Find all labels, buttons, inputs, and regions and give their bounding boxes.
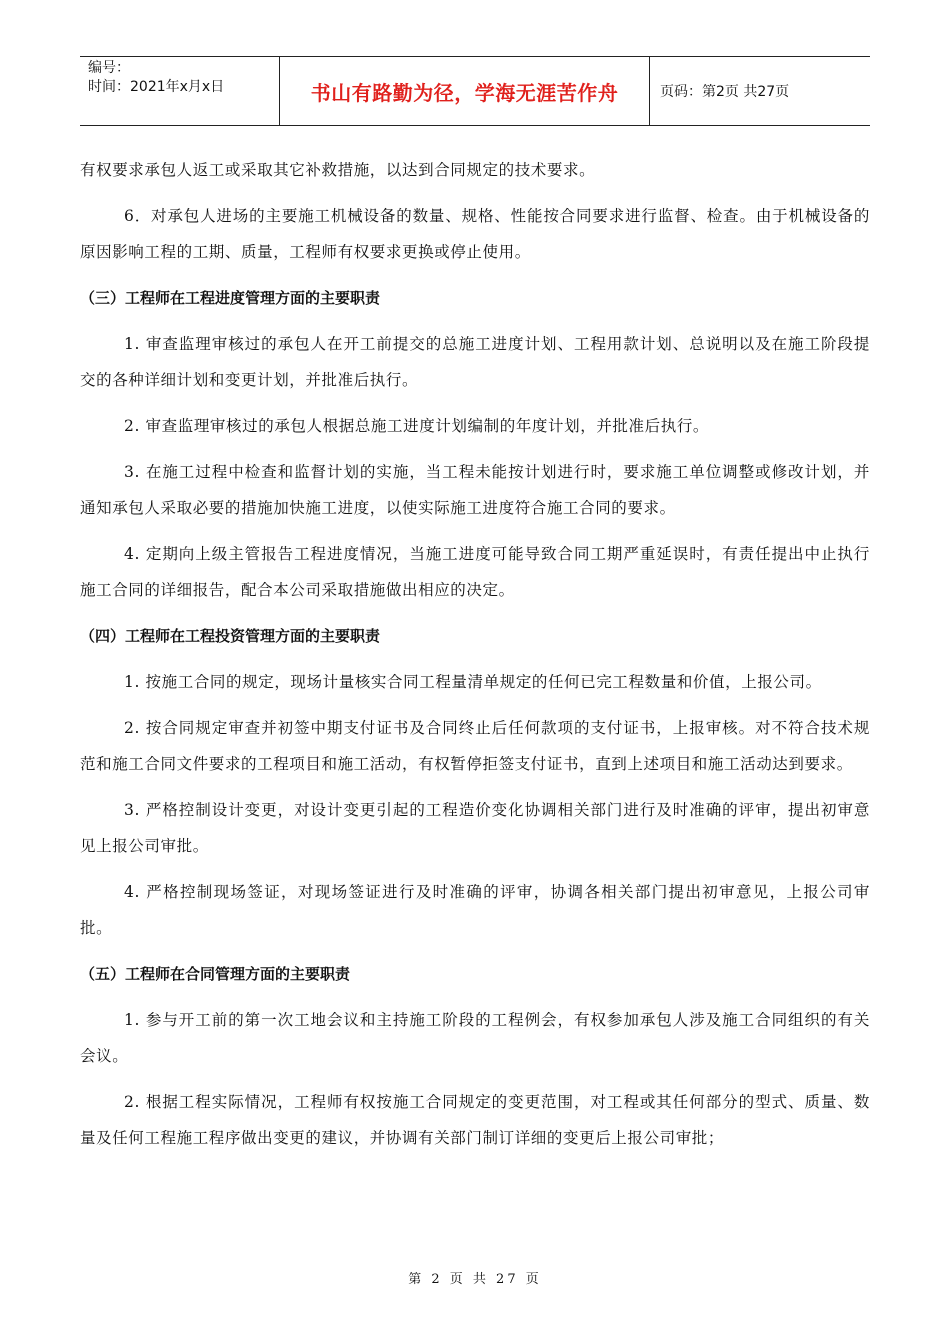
body-paragraph: 2. 审查监理审核过的承包人根据总施工进度计划编制的年度计划，并批准后执行。 (124, 417, 710, 435)
section-heading: （五）工程师在合同管理方面的主要职责 (80, 965, 351, 983)
body-paragraph: 6．对承包人进场的主要施工机械设备的数量、规格、性能按合同要求进行监督、检查。由于机械设备的原因影响工程的工期、质量，工程师有权要求更换或停止使用。 (80, 207, 870, 261)
section-heading: （三）工程师在工程进度管理方面的主要职责 (80, 289, 381, 307)
body-paragraph: 3. 严格控制设计变更，对设计变更引起的工程造价变化协调相关部门进行及时准确的评审，提出初审意见上报公司审批。 (80, 801, 870, 855)
body-paragraph: 4. 严格控制现场签证，对现场签证进行及时准确的评审，协调各相关部门提出初审意见，上报公司审批。 (80, 883, 870, 937)
document-number-label: 编号： (88, 60, 130, 76)
body-paragraph: 2. 按合同规定审查并初签中期支付证书及合同终止后任何款项的支付证书，上报审核。对不符合技术规范和施工合同文件要求的工程项目和施工活动，有权暂停拒签支付证书，直到上述项目和施工活动达到要求。 (80, 719, 870, 773)
header-motto: 书山有路勤为径，学海无涯苦作舟 (280, 57, 650, 125)
document-body (80, 152, 870, 1156)
header-page-info: 页码：第2页 共27页 (660, 84, 790, 100)
body-paragraph: 有权要求承包人返工或采取其它补救措施，以达到合同规定的技术要求。 (80, 161, 596, 179)
body-paragraph: 1. 审查监理审核过的承包人在开工前提交的总施工进度计划、工程用款计划、总说明以及在施工阶段提交的各种详细计划和变更计划，并批准后执行。 (80, 335, 870, 389)
document-header (80, 56, 870, 126)
document-date: 时间：2021年x月x日 (88, 79, 225, 95)
page-footer: 第 2 页 共 27 页 (408, 1272, 542, 1287)
body-paragraph: 1. 按施工合同的规定，现场计量核实合同工程量清单规定的任何已完工程数量和价值，上报公司。 (124, 673, 822, 691)
body-paragraph: 4. 定期向上级主管报告工程进度情况，当施工进度可能导致合同工期严重延误时，有责任提出中止执行施工合同的详细报告，配合本公司采取措施做出相应的决定。 (80, 545, 870, 599)
section-heading: （四）工程师在工程投资管理方面的主要职责 (80, 627, 381, 645)
body-paragraph: 1. 参与开工前的第一次工地会议和主持施工阶段的工程例会，有权参加承包人涉及施工合同组织的有关会议。 (80, 1011, 870, 1065)
header-meta-cell (80, 57, 280, 125)
body-paragraph: 2. 根据工程实际情况，工程师有权按施工合同规定的变更范围，对工程或其任何部分的型式、质量、数量及任何工程施工程序做出变更的建议，并协调有关部门制订详细的变更后上报公司审批； (80, 1093, 870, 1147)
body-paragraph: 3. 在施工过程中检查和监督计划的实施，当工程未能按计划进行时，要求施工单位调整或修改计划，并通知承包人采取必要的措施加快施工进度，以使实际施工进度符合施工合同的要求。 (80, 463, 870, 517)
